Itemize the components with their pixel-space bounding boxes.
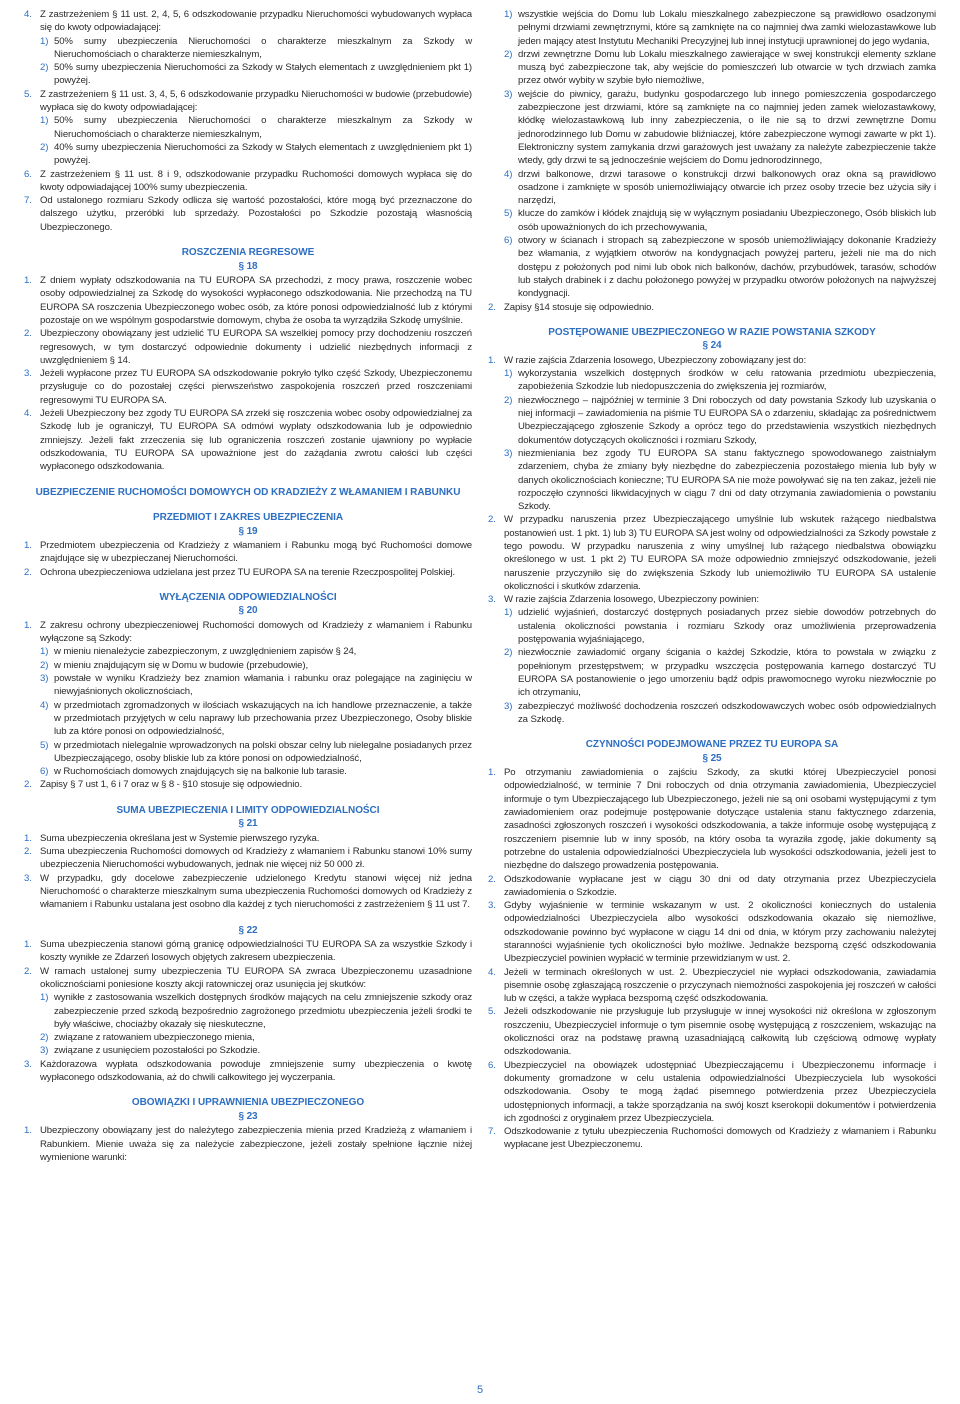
item-number: 6) [40,766,49,778]
item-text: Jeżeli Ubezpieczony bez zgody TU EUROPA SA zrzekł się roszczenia wobec osoby odpowiedzialnej za Szkodę lub je ograniczył, TU EUROPA SA odmówi wypłaty odszkodowania lub je odpowiednio zmniejszy. Jeżeli fakt zrzeczenia się lub ograniczenia roszczeń zostanie ujawniony po wypłacie odszkodowania, TU EUROPA SA upoważnione jest do zażądania zwrotu całości lub części wypłaconego odszkodowania. [40,408,472,473]
list-item [488,301,936,314]
item-text: Po otrzymaniu zawiadomienia o zajściu Szkody, za skutki której Ubezpieczyciel ponosi odpowiedzialność, w terminie 7 Dni roboczych od dnia otrzymania zawiadomienia, Ubezpieczyciel informuje o tym Ubezpieczającego lub Ubezpieczonego, jeżeli nie są oni osobami występującymi z tym zawiadomieniem oraz podejmuje postępowanie dotyczące ustalenia stanu faktycznego zdarzenia, zasadności zgłoszonych roszczeń i wysokości odszkodowania, a także informuje osobę występującą z roszczeniem pisemnie lub w inny sposób, na który osoba ta wyraziła zgodę, jakie dokumenty są potrzebne do ustalenia odpowiedzialności Ubezpieczyciela lub wysokości odszkodowania, jeżeli jest to niezbędne do dalszego prowadzenia postępowania. [504,767,936,872]
list-item [24,1124,472,1164]
section-number: § 20 [238,605,258,617]
list-item [24,938,472,965]
item-text: niezmieniania bez zgody TU EUROPA SA stanu faktycznego spowodowanego zaistniałym zdarzeniem, chyba że zmiany były niezbędne do zabezpieczenia pozostałego mienia lub były w danych okolicznościach konieczne; TU EUROPA SA nie może powoływać się na ten zakaz, jeżeli nie rozpoczęło czynności likwidacyjnych w ciągu 7 dni od daty otrzymania zawiadomienia o powstaniu Szkody. [518,447,936,513]
list-item [488,873,936,900]
list-subitem [24,35,472,62]
item-number: 3. [24,368,32,380]
item-number: 1) [504,368,513,380]
item-text: Jeżeli wypłacone przez TU EUROPA SA odszkodowanie pokryło tylko część Szkody, Ubezpieczonemu przysługuje co do pozostałej części pierwszeństwo zaspokojenia roszczeń przed roszczeniami regresowymi TU EUROPA SA. [40,368,472,406]
item-text: Suma ubezpieczenia określana jest w Systemie pierwszego ryzyka. [40,832,320,844]
list-item [24,327,472,367]
item-text: zabezpieczyć możliwość dochodzenia roszczeń odszkodowawczych wobec osób odpowiedzialnych za Szkodę. [518,700,936,725]
list-item [24,274,472,327]
section-number: § 22 [238,924,258,936]
item-number: 1. [24,619,32,631]
list-item [24,778,472,791]
item-number: 2. [488,514,496,526]
item-number: 2. [24,965,32,977]
list-item [24,539,472,566]
item-number: 3. [24,1058,32,1070]
item-text: Z zastrzeżeniem § 11 ust. 8 i 9, odszkodowanie przypadku Ruchomości domowych wypłaca się do kwoty odpowiadającej 100% sumy ubezpieczenia. [40,168,472,193]
list-item [24,845,472,872]
list-item [488,1059,936,1125]
item-number: 6. [488,1059,496,1071]
item-text: Jeżeli w terminach określonych w ust. 2. Ubezpieczyciel nie wypłaci odszkodowania, zawiadamia pisemnie osobę zgłaszającą roszczenie o przyczynach niemożności zaspokojenia jej roszczeń w całości lub w części, a także wypłaca bezsporną część odszkodowania. [504,966,936,1005]
list-item [488,966,936,1006]
item-number: 2) [40,659,49,671]
document-page [24,8,936,1380]
item-text: otwory w ścianach i stropach są zabezpieczone w sposób uniemożliwiający dokonanie Kradzieży bez włamania, z wyjątkiem otworów na kondygnacjach powyżej parteru, jeżeli nie ma do nich dostępu z położonych pod nimi lub obok nich balkonów, dachów, przybudówek, tarasów, schodów lub stałych drabinek i z dachu położonego powyżej w przypadku otworów położonych na najwyższej kondygnacji. [518,235,936,300]
section-heading: WYŁĄCZENIA ODPOWIEDZIALNOŚCI [159,591,337,603]
list-subitem [488,168,936,208]
section-heading: PRZEDMIOT I ZAKRES UBEZPIECZENIA [152,512,344,523]
list-item [488,593,936,606]
list-item [24,194,472,234]
item-text: 50% sumy ubezpieczenia Nieruchomości za Szkody w Stałych elementach z uwzględnieniem pkt 1) powyżej. [54,62,472,87]
item-text: 50% sumy ubezpieczenia Nieruchomości o charakterze mieszkalnym za Szkody w Nieruchomościach o charakterze niemieszkalnym, [54,115,472,140]
item-text: Jeżeli odszkodowanie nie przysługuje lub przysługuje w innej wysokości niż określona w zgłoszonym roszczeniu, Ubezpieczyciel informuje o tym pisemnie osobę występującą z roszczeniem, wskazując na okoliczności oraz na podstawę prawną uzasadniającą całkowitą lub częściową odmowę wypłaty odszkodowania. [504,1006,936,1058]
item-text: w mieniu znajdującym się w Domu w budowie (przebudowie), [54,659,309,671]
list-item [24,367,472,407]
item-number: 2) [40,62,49,74]
section-heading: ROSZCZENIA REGRESOWE [181,247,315,259]
section-heading: CZYNNOŚCI PODEJMOWANE PRZEZ TU EUROPA SA [585,739,839,751]
item-number: 3) [40,1045,49,1057]
item-text: Z dniem wypłaty odszkodowania na TU EUROPA SA przechodzi, z mocy prawa, roszczenie wobec osoby odpowiedzialnej za Szkodę do wysokości wypłaconego odszkodowania. Nie przechodzą na TU EUROPA SA roszczenia Ubezpieczonego wobec osób, za które ponosi odpowiedzialność lub z którymi pozostaje on we wspólnym gospodarstwie domowym, chyba że osoba ta wyrządziła Szkodę umyślnie. [40,275,472,326]
list-subitem [488,88,936,168]
item-number: 6) [504,235,513,247]
item-number: 2) [40,1032,49,1044]
item-text: Z zakresu ochrony ubezpieczeniowej Ruchomości domowych od Kradzieży z włamaniem i Rabunku wyłączone są Szkody: [40,619,472,645]
item-text: Suma ubezpieczenia Ruchomości domowych od Kradzieży z włamaniem i Rabunku stanowi 10% sumy ubezpieczenia Nieruchomości wybudowanych, jednak nie więcej niż 50 000 zł. [40,846,472,871]
item-text: Ochrona ubezpieczeniowa udzielana jest przez TU EUROPA SA na terenie Rzeczpospolitej Polskiej. [40,566,455,578]
item-text: powstałe w wyniku Kradzieży bez znamion włamania i rabunku oraz polegające na zaginięciu w niewyjaśnionych okolicznościach, [54,673,472,698]
list-subitem [488,48,936,88]
item-number: 5. [488,1006,496,1018]
item-number: 1. [24,540,32,551]
list-subitem [488,207,936,234]
item-number: 2. [24,779,32,791]
item-number: 6. [24,168,32,180]
list-subitem [24,765,472,778]
item-number: 1) [40,646,49,658]
item-number: 3. [488,900,496,912]
list-subitem [488,394,936,447]
list-item [488,1005,936,1058]
list-item [24,566,472,579]
list-subitem [24,1044,472,1057]
list-subitem [488,700,936,727]
list-subitem [24,672,472,699]
list-item [488,1125,936,1152]
section-number: § 18 [238,260,258,272]
section-number: § 23 [238,1110,258,1122]
item-number: 5) [40,739,49,751]
list-item [24,619,472,646]
item-number: 2) [40,141,49,153]
page-number: 5 [476,1384,484,1396]
item-text: w przedmiotach nielegalnie wprowadzonych na polski obszar celny lub nielegalne posiadanych przez Ubezpieczającego, osoby bliskie lub za które ponosi on odpowiedzialność, [54,739,472,764]
item-number: 1. [488,354,496,366]
item-number: 4. [24,9,32,20]
item-number: 3) [504,700,513,712]
item-text: Suma ubezpieczenia stanowi górną granicę odpowiedzialności TU EUROPA SA za wszystkie Szkody i koszty wynikłe ze Zdarzeń losowych objętych zakresem ubezpieczenia. [40,939,472,964]
list-subitem [24,141,472,168]
item-text: Zapisy §14 stosuje się odpowiednio. [504,301,654,313]
item-number: 7. [488,1126,496,1138]
item-number: 3. [488,594,496,606]
list-item [24,8,472,35]
list-subitem [488,367,936,394]
list-subitem [488,8,936,48]
list-subitem [24,699,472,739]
list-item [24,88,472,115]
item-text: udzielić wyjaśnień, dostarczyć dostępnych posiadanych przez siebie dowodów potrzebnych do ustalenia okoliczności powstania i rozmiaru Szkody oraz umożliwienia przeprowadzenia postępowania wyjaśniającego, [518,607,936,646]
item-number: 2. [24,328,32,340]
item-text: Z zastrzeżeniem § 11 ust. 2, 4, 5, 6 odszkodowanie przypadku Nieruchomości wybudowanych wypłaca się do kwoty odpowiadającej: [40,9,472,34]
item-number: 2) [504,48,513,60]
section-number: § 19 [238,525,258,537]
list-subitem [24,114,472,141]
item-number: 1) [504,9,513,20]
item-number: 3. [24,872,32,884]
item-text: drzwi balkonowe, drzwi tarasowe o konstrukcji drzwi balkonowych oraz okna są prawidłowo osadzone i zamknięte w sposób uniemożliwiający otwarcie ich przez osoby trzecie bez użycia siły i narzędzi, [518,168,936,207]
item-text: Gdyby wyjaśnienie w terminie wskazanym w ust. 2 okoliczności koniecznych do ustalenia odpowiedzialności Ubezpieczyciela albo wysokości odszkodowania okazało się niemożliwe, odszkodowanie powinno być wypłacone w ciągu 14 dni od dnia, w którym przy zachowaniu należytej staranności wyjaśnienie tych okoliczności było możliwe. Jednakże bezsporną część odszkodowania Ubezpieczyciel powinien wypłacić w terminie przewidzianym w ust. 2. [504,900,936,965]
item-number: 1) [40,115,49,127]
item-number: 1. [24,832,32,844]
list-item [24,965,472,992]
list-item [24,168,472,195]
item-number: 5) [504,208,513,220]
item-text: Ubezpieczony obowiązany jest udzielić TU EUROPA SA wszelkiej pomocy przy dochodzeniu roszczeń regresowych, w tym dostarczyć odpowiednie dokumenty i udzielić niezbędnych informacji z uwzględnieniem § 14. [40,328,472,366]
item-number: 5. [24,88,32,100]
item-number: 1) [40,35,49,47]
item-text: Zapisy § 7 ust 1, 6 i 7 oraz w § 8 - §10 stosuje się odpowiednio. [40,779,303,791]
item-number: 2) [504,394,513,406]
list-subitem [488,646,936,699]
item-text: W ramach ustalonej sumy ubezpieczenia TU EUROPA SA zwraca Ubezpieczonemu uzasadnione okolicznościami poniesione koszty akcji ratowniczej oraz usunięcia jej skutków: [40,965,472,990]
item-number: 4) [40,699,49,711]
item-number: 1. [24,275,32,287]
item-text: wykorzystania wszelkich dostępnych środków w celu ratowania przedmiotu ubezpieczenia, zapobieżenia Szkodzie lub niedopuszczenia do zwiększenia jej rozmiarów, [518,368,936,393]
item-text: niezwłocznie zawiadomić organy ścigania o każdej Szkodzie, która to powstała w związku z popełnionym przestępstwem; w przypadku wszczęcia postępowania karnego dostarczyć TU EUROPA SA postanowienie o jego umorzeniu bądź odpis prawomocnego wyroku niezwłocznie po ich otrzymaniu, [518,647,936,699]
right-column [488,8,936,1152]
list-subitem [24,739,472,766]
list-subitem [24,659,472,672]
item-number: 4. [488,966,496,978]
list-item [488,766,936,872]
item-number: 7. [24,195,32,207]
list-subitem [488,447,936,513]
item-number: 1. [24,939,32,951]
section-heading: OBOWIĄZKI I UPRAWNIENIA UBEZPIECZONEGO [131,1097,365,1109]
list-subitem [24,645,472,658]
item-text: Każdorazowa wypłata odszkodowania powoduje zmniejszenie sumy ubezpieczenia o kwotę wypłaconego odszkodowania, aż do chwili całkowitego jej wyczerpania. [40,1058,472,1083]
item-text: związane z ratowaniem ubezpieczonego mienia, [54,1032,255,1044]
item-text: wejście do piwnicy, garażu, budynku gospodarczego lub innego pomieszczenia gospodarczego zabezpieczone jest drzwiami, które są zamknięte na co najmniej jeden zamek wielozastawkowy, kłódkę wielozastawkową lub inny zabezpieczenia, o ile nie są to drzwi zewnętrzne Domu jednorodzinnego lub Domu w zabudowie bliźniaczej, które zabezpieczone wymogi zawarte w pkt 1). Elektroniczny system zamykania drzwi garażowych jest uważany za należyte zabezpieczenie także wtedy, gdy drzwi te są jednocześnie wejściem do Domu jednorodzinnego, [518,88,936,167]
list-item [24,832,472,845]
item-text: Ubezpieczyciel na obowiązek udostępniać Ubezpieczającemu i Ubezpieczonemu informacje i dokumenty gromadzone w celu ustalenia odpowiedzialności Ubezpieczyciela lub wysokości odszkodowania. Osoby te mogą żądać pisemnego potwierdzenia przez Ubezpieczyciela udostępnionych informacji, a także sporządzania na swój koszt kserokopii dokumentów i potwierdzenia ich zgodności z oryginałem przez Ubezpieczyciela. [504,1059,936,1124]
item-number: 1. [24,1125,32,1137]
item-text: drzwi zewnętrzne Domu lub Lokalu mieszkalnego zawierające w swej konstrukcji elementy szklane muszą być zabezpieczone tak, aby wejście do pomieszczeń lub otwarcie w tych drzwiach zamka przez otwór wybity w szybie było niemożliwe, [518,48,936,87]
item-number: 3) [504,447,513,459]
item-number: 1) [40,992,49,1004]
list-subitem [488,606,936,646]
list-item [24,1058,472,1085]
item-number: 2) [504,647,513,659]
section-heading: SUMA UBEZPIECZENIA I LIMITY ODPOWIEDZIALNOŚCI [116,804,380,816]
item-text: Przedmiotem ubezpieczenia od Kradzieży z włamaniem i Rabunku mogą być Ruchomości domowe znajdujące się w ubezpieczanej Nieruchomości. [40,540,472,565]
item-number: 1) [504,607,513,619]
list-item [488,899,936,965]
section-number: § 25 [702,752,722,764]
item-text: Odszkodowanie wypłacane jest w ciągu 30 dni od daty otrzymania przez Ubezpieczyciela zawiadomienia o Szkodzie. [504,873,936,898]
item-text: w Ruchomościach domowych znajdujących się na balkonie lub tarasie. [54,766,347,778]
item-text: wszystkie wejścia do Domu lub Lokalu mieszkalnego zabezpieczone są prawidłowo osadzonymi pełnymi drzwiami zewnętrznymi, które są zamknięte na co najmniej dwa zamki wielozastawkowe lub jeden mający atest Instytutu Mechaniki Precyzyjnej lub innej instytucji uprawnionej do jego wydania, [518,9,936,47]
item-number: 4) [504,168,513,180]
list-subitem [24,1031,472,1044]
list-item [24,872,472,912]
item-number: 2. [24,846,32,858]
section-number: § 21 [238,818,258,830]
item-number: 4. [24,408,32,420]
item-text: Z zastrzeżeniem § 11 ust. 3, 4, 5, 6 odszkodowanie przypadku Nieruchomości w budowie (przebudowie) wypłaca się do kwoty odpowiadającej: [40,88,472,114]
item-text: wynikłe z zastosowania wszelkich dostępnych środków mających na celu zmniejszenie szkody oraz zabezpieczenie przed szkodą bezpośrednio zagrożonego przedmiotu ubezpieczenia jeżeli środki te były właściwe, chociażby okazały się nieskuteczne, [54,992,472,1030]
item-text: W razie zajścia Zdarzenia losowego, Ubezpieczony zobowiązany jest do: [504,354,807,366]
item-text: Ubezpieczony obowiązany jest do należytego zabezpieczenia mienia przed Kradzieżą z włamaniem i Rabunkiem. Mienie uważa się za należycie zabezpieczone, jeżeli zostały spełnione łącznie niżej wymienione warunki: [40,1125,472,1163]
list-subitem [24,61,472,88]
item-text: W przypadku naruszenia przez Ubezpieczającego umyślnie lub wskutek rażącego niedbalstwa postanowień ust. 1 pkt. 1) lub 3) TU EUROPA SA jest wolny od odpowiedzialności za Szkody powstałe z tego powodu. W przypadku naruszenia z winy umyślnej lub rażącego niedbalstwa obowiązku określonego w ust. 1 pkt 2) TU EUROPA SA może odpowiednio zmniejszyć odszkodowanie, jeżeli naruszenie przyczyniło się do zwiększenia Szkody lub uniemożliwiło TU EUROPA SA ustalenie okoliczności i skutków zdarzenia. [504,514,936,592]
section-number: § 24 [702,340,722,352]
item-text: w przedmiotach zgromadzonych w ilościach wskazujących na ich handlowe przeznaczenie, a także w przedmiotach przyjętych w celu naprawy lub przechowania przez Ubezpieczonego, Osoby bliskie lub za które ponosi on odpowiedzialność, [54,699,472,738]
item-text: niezwłocznego – najpóźniej w terminie 3 Dni roboczych od daty powstania Szkody lub uzyskania o niej informacji – zawiadomienia na piśmie TU EUROPA SA o zdarzeniu, składając za pośrednictwem Ubezpieczającego zgłoszenie Szkody a oprócz tego do przedstawienia wszystkich niezbędnych dokumentów dotyczących okoliczności i rozmiaru Szkody, [518,394,936,446]
list-subitem [24,991,472,1031]
item-text: W razie zajścia Zdarzenia losowego, Ubezpieczony powinien: [504,594,759,606]
item-text: w mieniu nienależycie zabezpieczonym, z uwzględnieniem zapisów § 24, [54,646,357,658]
item-text: Od ustalonego rozmiaru Szkody odlicza się wartość pozostałości, które mogą być przeznaczone do dalszego użytku, przeróbki lub sprzedaży. Pozostałości po Szkodzie pozostają własnością Ubezpieczonego. [40,195,472,233]
item-text: W przypadku, gdy docelowe zabezpieczenie udzielonego Kredytu stanowi więcej niż jedna Nieruchomość o charakterze mieszkalnym suma ubezpieczenia Ruchomości domowych od Kradzieży z włamaniem i Rabunku ustalana jest osobno dla każdej z tych nieruchomości z zastrzeżeniem § 11 ust 7. [40,872,472,911]
left-column [24,8,472,1164]
item-number: 3) [40,673,49,685]
item-text: 50% sumy ubezpieczenia Nieruchomości o charakterze mieszkalnym za Szkody w Nieruchomościach o charakterze niemieszkalnym, [54,35,472,60]
list-item [488,513,936,593]
section-heading: POSTĘPOWANIE UBEZPIECZONEGO W RAZIE POWSTANIA SZKODY [548,326,876,338]
list-item [488,354,936,367]
item-text: 40% sumy ubezpieczenia Nieruchomości za Szkody w Stałych elementach z uwzględnieniem pkt 1) powyżej. [54,141,472,167]
section-heading: UBEZPIECZENIE RUCHOMOŚCI DOMOWYCH OD KRADZIEŻY Z WŁAMANIEM I RABUNKU [35,486,461,498]
item-number: 1. [488,767,496,779]
item-text: związane z usunięciem pozostałości po Szkodzie. [54,1045,261,1057]
list-subitem [488,234,936,300]
item-number: 2. [488,873,496,885]
list-item [24,407,472,473]
item-number: 3) [504,88,513,100]
item-number: 2. [24,566,32,578]
item-text: klucze do zamków i kłódek znajdują się w wyłącznym posiadaniu Ubezpieczonego, Osób bliskich lub osób upoważnionych do ich przechowywania, [518,208,936,233]
item-text: Odszkodowanie z tytułu ubezpieczenia Ruchomości domowych od Kradzieży z włamaniem i Rabunku wypłacane jest Ubezpieczonemu. [504,1126,936,1151]
item-number: 2. [488,301,496,313]
